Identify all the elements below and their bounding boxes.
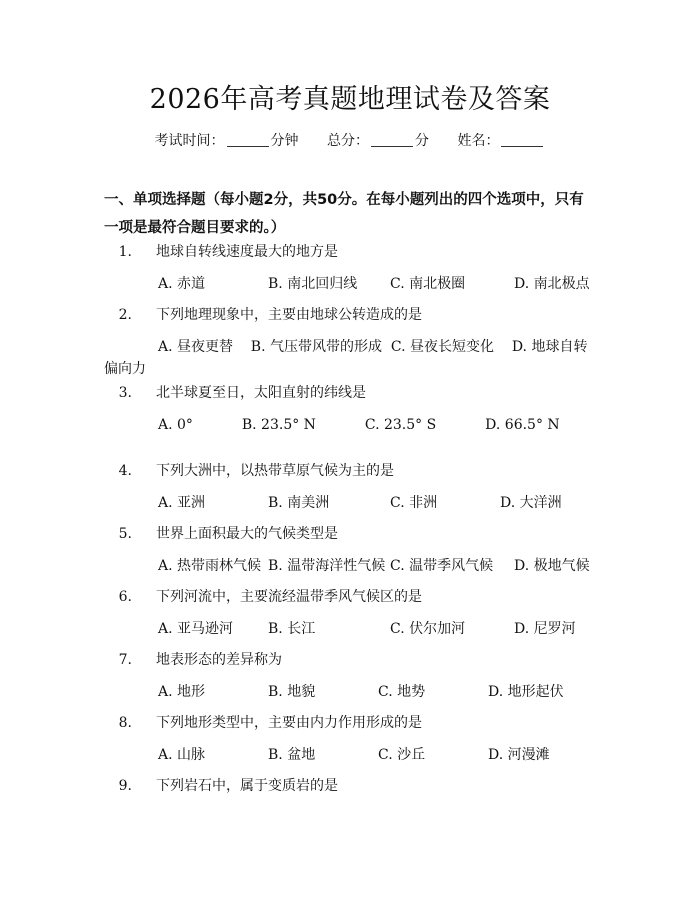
option-a: A. 亚洲 (158, 495, 206, 511)
question-text: 下列岩石中，属于变质岩的是 (156, 778, 338, 794)
question-stem (104, 237, 598, 268)
question-text: 世界上面积最大的气候类型是 (156, 526, 338, 542)
time-label: 考试时间： (154, 133, 225, 149)
question-stem (104, 378, 598, 409)
question-number: 6. (118, 589, 132, 605)
exam-meta (0, 130, 700, 152)
exam-time (155, 130, 299, 152)
options-text: A. 昼夜更替 B. 气压带风带的形成 C. 昼夜长短变化 D. 地球自转偏向力 (104, 339, 588, 377)
option-a: A. 亚马逊河 (158, 621, 234, 637)
option-d: D. 南北极点 (514, 276, 590, 292)
option-a: A. 山脉 (158, 747, 206, 763)
question-stem (104, 708, 598, 739)
question-number: 1. (118, 244, 132, 260)
question-stem (104, 582, 598, 613)
question-text: 北半球夏至日，太阳直射的纬线是 (156, 385, 366, 401)
option-c: C. 非洲 (390, 495, 438, 511)
section-heading: 一、单项选择题（每小题2分，共50分。在每小题列出的四个选项中，只有一项是最符合题目要求的。） (104, 192, 584, 236)
question-stem (104, 645, 598, 676)
question-number: 3. (118, 385, 132, 401)
option-c: C. 伏尔加河 (390, 621, 466, 637)
option-row (104, 409, 598, 456)
option-row (158, 613, 598, 645)
score-unit: 分 (415, 133, 429, 149)
question-stem (104, 456, 598, 487)
question-number: 2. (118, 307, 132, 323)
name-label: 姓名： (457, 133, 500, 149)
time-unit: 分钟 (270, 133, 299, 149)
score-blank (371, 132, 413, 147)
option-d: D. 极地气候 (514, 558, 590, 574)
time-blank (227, 132, 269, 147)
option-c: C. 地势 (378, 684, 426, 700)
question-stem (104, 771, 598, 802)
question-text: 下列地形类型中，主要由内力作用形成的是 (156, 715, 422, 731)
option-row (158, 739, 598, 771)
question-text: 地表形态的差异称为 (156, 652, 282, 668)
option-row (158, 487, 598, 519)
total-score (327, 130, 429, 152)
student-name (457, 130, 545, 152)
option-c: C. 沙丘 (378, 747, 426, 763)
option-row (158, 268, 598, 300)
option-b: B. 地貌 (268, 684, 316, 700)
question-stem (104, 300, 598, 331)
option-d: D. 地形起伏 (488, 684, 564, 700)
option-b: B. 盆地 (268, 747, 316, 763)
option-b: B. 长江 (268, 621, 316, 637)
question-number: 8. (118, 715, 132, 731)
question-text: 下列地理现象中，主要由地球公转造成的是 (156, 307, 422, 323)
question-number: 9. (118, 778, 132, 794)
option-row (104, 331, 598, 378)
option-b: B. 南北回归线 (268, 276, 358, 292)
score-label: 总分： (327, 133, 369, 149)
option-d: D. 河漫滩 (488, 747, 550, 763)
option-a: A. 赤道 (158, 276, 206, 292)
question-text: 下列大洲中，以热带草原气候为主的是 (156, 463, 394, 479)
option-b: B. 南美洲 (268, 495, 330, 511)
option-c: C. 温带季风气候 (390, 558, 494, 574)
options-text: A. 0° B. 23.5° N C. 23.5° S D. 66.5° N (158, 417, 560, 433)
question-number: 7. (118, 652, 132, 668)
option-b: B. 温带海洋性气候 (268, 558, 386, 574)
question-number: 5. (118, 526, 132, 542)
page-title: 2026年高考真题地理试卷及答案 (149, 84, 551, 115)
name-blank (501, 132, 543, 147)
option-a: A. 地形 (158, 684, 206, 700)
option-a: A. 热带雨林气候 (158, 558, 262, 574)
option-d: D. 大洋洲 (500, 495, 562, 511)
question-number: 4. (118, 463, 132, 479)
option-row (158, 676, 598, 708)
question-stem (104, 519, 598, 550)
question-text: 地球自转线速度最大的地方是 (156, 244, 338, 260)
question-list (104, 237, 598, 802)
option-c: C. 南北极圈 (390, 276, 466, 292)
option-row (158, 550, 598, 582)
question-text: 下列河流中，主要流经温带季风气候区的是 (156, 589, 422, 605)
option-d: D. 尼罗河 (514, 621, 576, 637)
